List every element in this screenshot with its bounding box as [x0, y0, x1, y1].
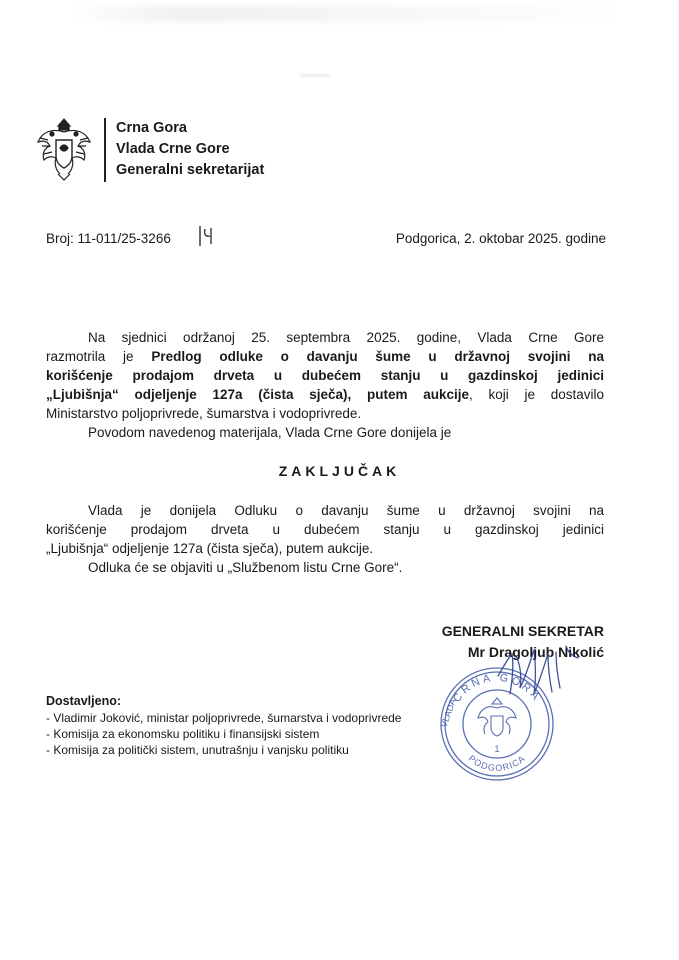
coat-of-arms-icon [34, 116, 94, 184]
distribution-item: - Komisija za ekonomsku politiku i finansijski sistem [46, 727, 320, 741]
distribution-item: - Komisija za politički sistem, unutrašnju i vanjsku politiku [46, 743, 349, 757]
header-secretariat: Generalni sekretarijat [116, 162, 265, 178]
scan-smudge [300, 74, 330, 77]
stamp-top-text: CRNA GORA [450, 671, 544, 705]
distribution-title: Dostavljeno: [46, 694, 122, 708]
paragraph-intro [46, 328, 604, 423]
paragraph-adoption: Povodom navedenog materijala, Vlada Crne Gore donijela je [88, 425, 452, 440]
intro-line-2 [46, 347, 604, 366]
signatory-name: Mr Dragoljub Nikolić [467, 644, 604, 660]
conclusion-heading: ZAKLJUČAK [278, 463, 401, 479]
signatory-role: GENERALNI SEKRETAR [441, 623, 604, 639]
paragraph-publication: Odluka će se objaviti u „Službenom listu Crne Gore“. [88, 560, 403, 575]
header-divider [104, 118, 106, 182]
handwritten-signature-icon [490, 636, 600, 706]
stamp-number: 1 [494, 744, 500, 754]
decision-line-2: korišćenje prodajom drveta u dubećem stanju u gazdinskoj jedinici [46, 522, 604, 537]
paragraph-decision [46, 501, 604, 558]
svg-text:PODGORICA [467, 753, 528, 773]
intro-line-3 [46, 366, 604, 385]
stamp-left-text: VLADA [438, 697, 458, 729]
intro-text-4: , koji je dostavilo [469, 387, 604, 402]
header-country: Crna Gora [116, 120, 187, 136]
intro-line-1: Na sjednici održanoj 25. septembra 2025. godine, Vlada Crne Gore [88, 330, 604, 345]
scan-shadow [70, 6, 630, 22]
decision-line-3: „Ljubišnja“ odjeljenje 127a (čista sječa), putem aukcije. [46, 541, 374, 556]
intro-bold-2b: Predlog odluke o davanju šume u državnoj svojini na [151, 349, 604, 364]
stamp-bottom-text: PODGORICA [466, 753, 528, 774]
distribution-item: - Vladimir Joković, ministar poljoprivrede, šumarstva i vodoprivrede [46, 711, 402, 725]
place-date: Podgorica, 2. oktobar 2025. godine [395, 231, 606, 246]
distribution-list [46, 693, 401, 758]
intro-bold-4: „Ljubišnja“ odjeljenje 127a (čista sječa), putem aukcije [46, 387, 469, 402]
header-government: Vlada Crne Gore [116, 141, 230, 157]
decision-line-1: Vlada je donijela Odluku o davanju šume u državnoj svojini na [88, 503, 604, 518]
intro-bold-3: korišćenje prodajom drveta u dubećem stanju u gazdinskoj jedinici [46, 368, 604, 383]
handwritten-suffix-icon [198, 224, 216, 248]
intro-line-5: Ministarstvo poljoprivrede, šumarstva i vodoprivrede. [46, 406, 362, 421]
issuer-header [116, 118, 264, 181]
intro-line-4 [46, 385, 604, 404]
reference-number: Broj: 11-011/25-3266 [46, 231, 171, 246]
intro-text-2a: razmotrila je [46, 349, 152, 364]
